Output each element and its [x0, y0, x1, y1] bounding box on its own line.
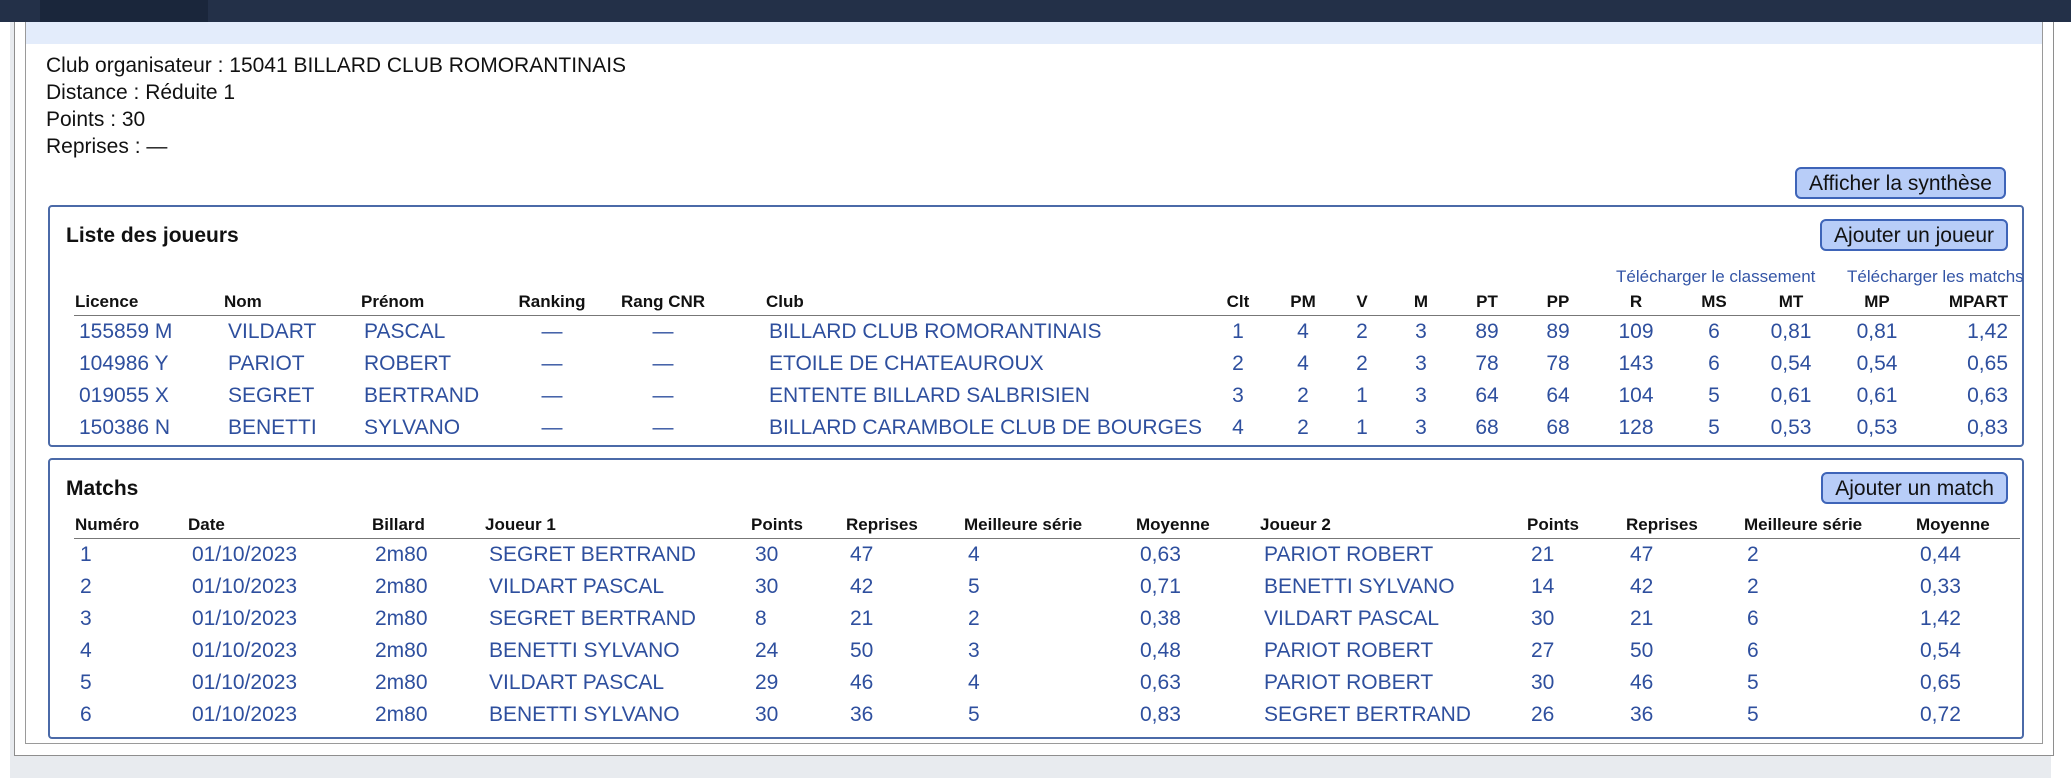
- cell-date: 01/10/2023: [192, 671, 298, 694]
- cell-meilleure-serie2: 6: [1747, 639, 1759, 662]
- cell-reprises1: 21: [850, 607, 874, 630]
- cell-ranking: —: [541, 416, 563, 439]
- header-licence[interactable]: Licence: [75, 292, 139, 311]
- header-club[interactable]: Club: [766, 292, 804, 311]
- cell-meilleure-serie2: 5: [1747, 671, 1759, 694]
- header-rang-cnr[interactable]: Rang CNR: [620, 292, 706, 311]
- cell-meilleure-serie1: 5: [968, 575, 980, 598]
- cell-points1: 24: [755, 639, 779, 662]
- cell-prenom: SYLVANO: [364, 416, 461, 439]
- cell-mp: 0,54: [1856, 352, 1898, 375]
- cell-prenom: PASCAL: [364, 320, 446, 343]
- cell-numero: 3: [80, 607, 92, 630]
- cell-mp: 0,53: [1856, 416, 1898, 439]
- competition-info: [46, 52, 626, 160]
- download-ranking-link[interactable]: Télécharger le classement: [1616, 267, 1816, 286]
- matchs-section: [48, 458, 2024, 739]
- cell-joueur2: PARIOT ROBERT: [1264, 671, 1434, 694]
- cell-licence: 150386 N: [79, 416, 171, 439]
- add-match-button[interactable]: Ajouter un match: [1821, 472, 2008, 504]
- header-pp[interactable]: PP: [1546, 292, 1570, 311]
- cell-club: BILLARD CLUB ROMORANTINAIS: [769, 320, 1102, 343]
- cell-joueur1: SEGRET BERTRAND: [489, 543, 696, 566]
- cell-moyenne2: 0,33: [1920, 575, 1961, 598]
- cell-joueur2: PARIOT ROBERT: [1264, 639, 1434, 662]
- cell-club: ENTENTE BILLARD SALBRISIEN: [769, 384, 1090, 407]
- header-moyenne1[interactable]: Moyenne: [1136, 515, 1210, 534]
- cell-reprises2: 21: [1630, 607, 1654, 630]
- cell-moyenne2: 0,54: [1920, 639, 1961, 662]
- cell-reprises2: 42: [1630, 575, 1654, 598]
- cell-points2: 21: [1531, 543, 1555, 566]
- header-reprises1[interactable]: Reprises: [846, 515, 918, 534]
- cell-ms: 6: [1708, 320, 1720, 343]
- header-m[interactable]: M: [1413, 292, 1429, 311]
- top-tab[interactable]: [40, 0, 208, 22]
- header-meilleure-serie1[interactable]: Meilleure série: [964, 515, 1083, 534]
- header-prenom[interactable]: Prénom: [361, 292, 425, 311]
- cell-numero: 1: [80, 543, 92, 566]
- cell-moyenne2: 1,42: [1920, 607, 1961, 630]
- cell-prenom: BERTRAND: [364, 384, 480, 407]
- header-joueur2[interactable]: Joueur 2: [1260, 515, 1331, 534]
- cell-meilleure-serie1: 2: [968, 607, 980, 630]
- cell-meilleure-serie1: 3: [968, 639, 980, 662]
- cell-pp: 89: [1546, 320, 1570, 343]
- cell-pp: 68: [1546, 416, 1570, 439]
- cell-clt: 3: [1232, 384, 1244, 407]
- cell-clt: 1: [1232, 320, 1244, 343]
- cell-billard: 2m80: [375, 607, 428, 630]
- cell-points1: 8: [755, 607, 767, 630]
- cell-moyenne1: 0,71: [1140, 575, 1181, 598]
- cell-reprises1: 42: [850, 575, 874, 598]
- header-meilleure-serie2[interactable]: Meilleure série: [1744, 515, 1863, 534]
- cell-m: 3: [1415, 352, 1427, 375]
- distance-info: Distance : Réduite 1: [46, 81, 236, 104]
- cell-points2: 30: [1531, 671, 1555, 694]
- cell-rang-cnr: —: [652, 384, 674, 407]
- cell-joueur1: BENETTI SYLVANO: [489, 639, 680, 662]
- cell-mt: 0,81: [1770, 320, 1812, 343]
- header-billard[interactable]: Billard: [372, 515, 425, 534]
- cell-r: 128: [1618, 416, 1654, 439]
- cell-nom: BENETTI: [228, 416, 317, 439]
- cell-date: 01/10/2023: [192, 575, 298, 598]
- cell-reprises2: 47: [1630, 543, 1654, 566]
- cell-rang-cnr: —: [652, 416, 674, 439]
- cell-clt: 4: [1232, 416, 1244, 439]
- cell-moyenne2: 0,65: [1920, 671, 1961, 694]
- cell-moyenne2: 0,72: [1920, 703, 1961, 726]
- header-moyenne2[interactable]: Moyenne: [1916, 515, 1990, 534]
- header-mt[interactable]: MT: [1778, 292, 1804, 311]
- cell-points2: 14: [1531, 575, 1555, 598]
- dialog-header-strip: [26, 22, 2042, 44]
- cell-joueur1: BENETTI SYLVANO: [489, 703, 680, 726]
- cell-pt: 68: [1475, 416, 1499, 439]
- app-top-bar: [0, 0, 2071, 22]
- cell-nom: PARIOT: [228, 352, 305, 375]
- cell-rang-cnr: —: [652, 320, 674, 343]
- header-ranking[interactable]: Ranking: [518, 292, 586, 311]
- cell-numero: 4: [80, 639, 92, 662]
- cell-numero: 5: [80, 671, 92, 694]
- points-info: Points : 30: [46, 108, 146, 131]
- cell-meilleure-serie1: 4: [968, 543, 980, 566]
- club-organizer: Club organisateur : 15041 BILLARD CLUB ROMORANTINAIS: [46, 54, 627, 77]
- cell-prenom: ROBERT: [364, 352, 452, 375]
- cell-mpart: 1,42: [1967, 320, 2008, 343]
- cell-reprises2: 50: [1630, 639, 1654, 662]
- header-joueur1[interactable]: Joueur 1: [485, 515, 556, 534]
- cell-mt: 0,54: [1770, 352, 1812, 375]
- cell-date: 01/10/2023: [192, 639, 298, 662]
- competition-dialog: [14, 22, 2054, 756]
- cell-joueur2: VILDART PASCAL: [1264, 607, 1440, 630]
- cell-date: 01/10/2023: [192, 543, 298, 566]
- cell-points1: 30: [755, 703, 779, 726]
- cell-joueur1: SEGRET BERTRAND: [489, 607, 696, 630]
- cell-joueur2: SEGRET BERTRAND: [1264, 703, 1471, 726]
- cell-pm: 2: [1297, 416, 1309, 439]
- cell-billard: 2m80: [375, 703, 428, 726]
- cell-pm: 2: [1297, 384, 1309, 407]
- cell-points2: 26: [1531, 703, 1555, 726]
- cell-meilleure-serie2: 2: [1747, 575, 1759, 598]
- cell-mpart: 0,63: [1967, 384, 2008, 407]
- cell-pp: 64: [1546, 384, 1570, 407]
- cell-billard: 2m80: [375, 575, 428, 598]
- cell-v: 2: [1356, 352, 1368, 375]
- cell-meilleure-serie2: 2: [1747, 543, 1759, 566]
- reprises-info: Reprises : —: [46, 135, 168, 158]
- cell-reprises2: 46: [1630, 671, 1654, 694]
- header-points2[interactable]: Points: [1527, 515, 1579, 534]
- cell-joueur2: PARIOT ROBERT: [1264, 543, 1434, 566]
- cell-pt: 64: [1475, 384, 1499, 407]
- cell-m: 3: [1415, 384, 1427, 407]
- cell-pt: 78: [1475, 352, 1499, 375]
- cell-billard: 2m80: [375, 671, 428, 694]
- cell-numero: 2: [80, 575, 92, 598]
- header-reprises2[interactable]: Reprises: [1626, 515, 1698, 534]
- cell-ranking: —: [541, 384, 563, 407]
- dialog-body: [25, 22, 2043, 744]
- players-title: Liste des joueurs: [66, 224, 239, 247]
- header-divider: [74, 315, 2020, 316]
- cell-m: 3: [1415, 416, 1427, 439]
- cell-moyenne1: 0,63: [1140, 671, 1181, 694]
- header-pt[interactable]: PT: [1476, 292, 1498, 311]
- cell-licence: 104986 Y: [79, 352, 169, 375]
- cell-mt: 0,61: [1770, 384, 1812, 407]
- header-date[interactable]: Date: [188, 515, 225, 534]
- cell-date: 01/10/2023: [192, 703, 298, 726]
- download-matchs-link[interactable]: Télécharger les matchs: [1847, 267, 2024, 286]
- cell-points1: 30: [755, 575, 779, 598]
- cell-club: BILLARD CARAMBOLE CLUB DE BOURGES: [769, 416, 1202, 439]
- cell-licence: 019055 X: [79, 384, 169, 407]
- cell-pp: 78: [1546, 352, 1570, 375]
- cell-moyenne1: 0,48: [1140, 639, 1181, 662]
- cell-nom: SEGRET: [228, 384, 315, 407]
- cell-mp: 0,81: [1856, 320, 1898, 343]
- cell-billard: 2m80: [375, 639, 428, 662]
- header-mpart[interactable]: MPART: [1948, 292, 2008, 311]
- header-pm[interactable]: PM: [1290, 292, 1316, 311]
- cell-points2: 30: [1531, 607, 1555, 630]
- cell-club: ETOILE DE CHATEAUROUX: [769, 352, 1044, 375]
- cell-r: 109: [1618, 320, 1654, 343]
- header-ms[interactable]: MS: [1701, 292, 1727, 311]
- cell-meilleure-serie2: 6: [1747, 607, 1759, 630]
- cell-r: 143: [1618, 352, 1654, 375]
- cell-ranking: —: [541, 320, 563, 343]
- header-points1[interactable]: Points: [751, 515, 803, 534]
- cell-licence: 155859 M: [79, 320, 173, 343]
- cell-ms: 6: [1708, 352, 1720, 375]
- cell-ms: 5: [1708, 416, 1720, 439]
- header-clt[interactable]: Clt: [1226, 292, 1250, 311]
- cell-points2: 27: [1531, 639, 1555, 662]
- cell-pm: 4: [1297, 320, 1309, 343]
- cell-moyenne1: 0,83: [1140, 703, 1181, 726]
- cell-numero: 6: [80, 703, 92, 726]
- cell-r: 104: [1618, 384, 1654, 407]
- cell-joueur1: VILDART PASCAL: [489, 671, 665, 694]
- add-player-button[interactable]: Ajouter un joueur: [1820, 219, 2008, 251]
- cell-v: 1: [1356, 416, 1368, 439]
- cell-points1: 29: [755, 671, 779, 694]
- cell-pt: 89: [1475, 320, 1499, 343]
- cell-reprises1: 47: [850, 543, 874, 566]
- cell-meilleure-serie2: 5: [1747, 703, 1759, 726]
- cell-mt: 0,53: [1770, 416, 1812, 439]
- cell-v: 1: [1356, 384, 1368, 407]
- cell-billard: 2m80: [375, 543, 428, 566]
- cell-meilleure-serie1: 4: [968, 671, 980, 694]
- cell-points1: 30: [755, 543, 779, 566]
- cell-date: 01/10/2023: [192, 607, 298, 630]
- page-right-strip: [2051, 22, 2071, 778]
- page-left-strip: [0, 22, 10, 778]
- header-mp[interactable]: MP: [1864, 292, 1890, 311]
- cell-moyenne2: 0,44: [1920, 543, 1961, 566]
- header-numero[interactable]: Numéro: [75, 515, 140, 534]
- cell-nom: VILDART: [228, 320, 317, 343]
- header-v[interactable]: V: [1356, 292, 1368, 311]
- cell-reprises1: 36: [850, 703, 874, 726]
- header-nom[interactable]: Nom: [224, 292, 262, 311]
- cell-moyenne1: 0,63: [1140, 543, 1181, 566]
- cell-meilleure-serie1: 5: [968, 703, 980, 726]
- cell-clt: 2: [1232, 352, 1244, 375]
- cell-mpart: 0,83: [1967, 416, 2008, 439]
- cell-ranking: —: [541, 352, 563, 375]
- cell-joueur1: VILDART PASCAL: [489, 575, 665, 598]
- cell-mp: 0,61: [1856, 384, 1898, 407]
- cell-reprises1: 46: [850, 671, 874, 694]
- header-divider: [74, 538, 2020, 539]
- show-synthesis-button[interactable]: Afficher la synthèse: [1795, 167, 2006, 199]
- cell-reprises2: 36: [1630, 703, 1654, 726]
- cell-joueur2: BENETTI SYLVANO: [1264, 575, 1455, 598]
- cell-reprises1: 50: [850, 639, 874, 662]
- cell-v: 2: [1356, 320, 1368, 343]
- cell-m: 3: [1415, 320, 1427, 343]
- cell-mpart: 0,65: [1967, 352, 2008, 375]
- players-section: [48, 205, 2024, 447]
- cell-ms: 5: [1708, 384, 1720, 407]
- cell-moyenne1: 0,38: [1140, 607, 1181, 630]
- cell-rang-cnr: —: [652, 352, 674, 375]
- cell-pm: 4: [1297, 352, 1309, 375]
- matchs-title: Matchs: [66, 477, 139, 500]
- header-r[interactable]: R: [1629, 292, 1643, 311]
